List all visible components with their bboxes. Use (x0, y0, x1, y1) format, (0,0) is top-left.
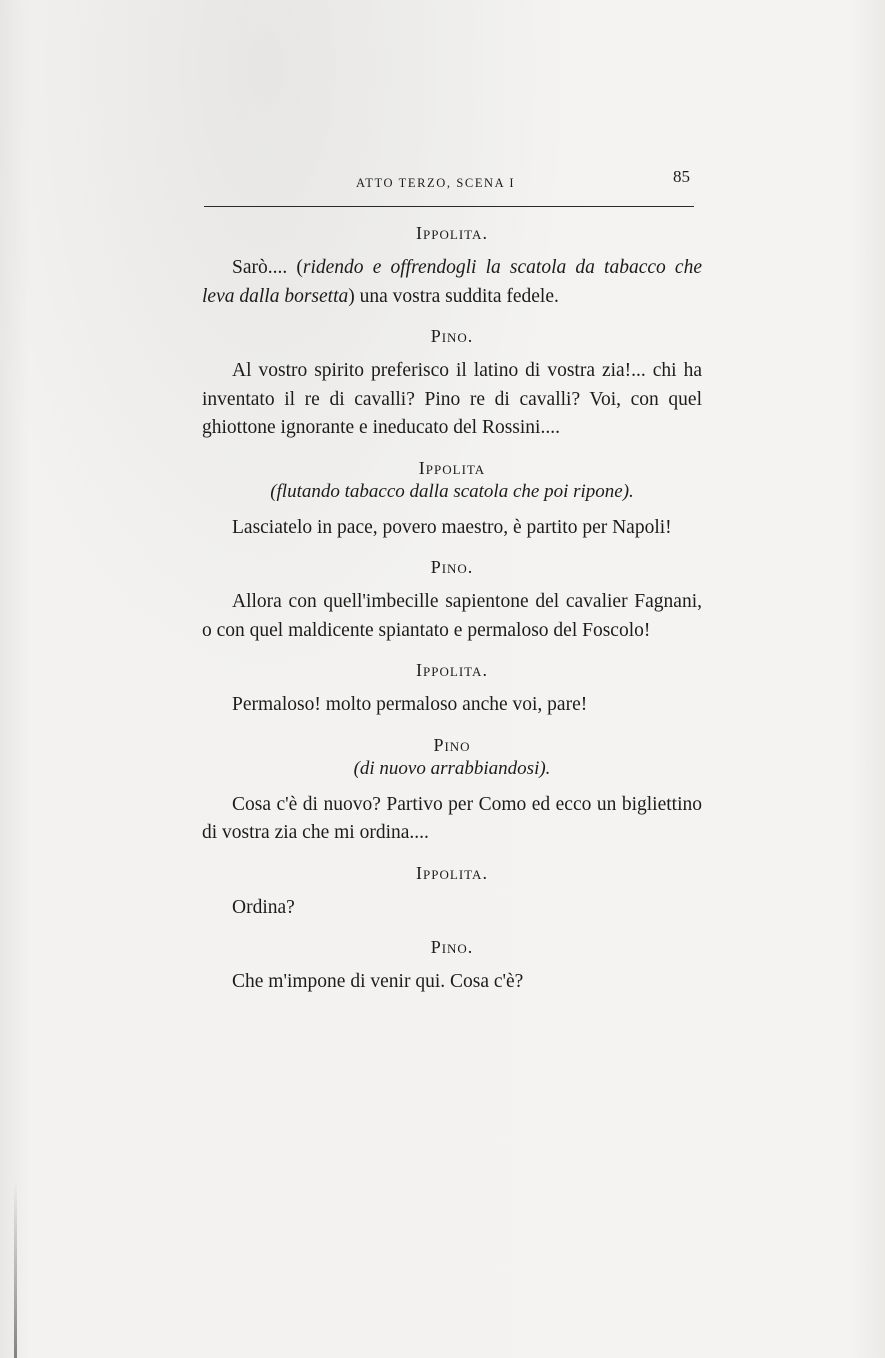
header-rule (204, 206, 694, 207)
page-header (204, 167, 694, 199)
dialogue-block (202, 556, 702, 645)
speech-text: Cosa c'è di nuovo? Partivo per Como ed ecco un bigliettino di vostra zia che mi ordina.... (202, 793, 702, 843)
speech-text: Permaloso! molto permaloso anche voi, pare! (232, 694, 588, 715)
speech-text (202, 254, 702, 311)
speech-text: Lasciatelo in pace, povero maestro, è partito per Napoli! (232, 516, 672, 538)
speech-text: Ordina? (232, 896, 295, 918)
speaker-name: Ippolita. (416, 223, 488, 243)
dialogue-block (202, 457, 702, 543)
speech-fragment: ) una vostra suddita fedele. (348, 285, 559, 307)
stage-direction: (di nuovo arrabbiandosi). (353, 757, 551, 779)
play-text (202, 222, 702, 997)
speaker-name: Ippolita. (416, 862, 488, 883)
stage-direction: ridendo e offrendogli la scatola da tabacco che leva dalla borsetta (202, 257, 702, 307)
speaker-name: Ippolita (418, 457, 486, 478)
dialogue-block (202, 734, 702, 848)
speech-text: Al vostro spirito preferisco il latino di vostra zia!... chi ha inventato il re di cavalli? Pino re di cavalli? Voi, con quel ghiottone ignorante e ineducato del Rossini.... (202, 360, 702, 438)
speaker-name: Pino. (430, 557, 474, 577)
speech-text: Allora con quell'imbecille sapientone del cavalier Fagnani, o con quel maldicente spiantato e permaloso del Foscolo! (202, 591, 702, 641)
running-head: ATTO TERZO, SCENA I (356, 176, 516, 190)
page-number: 85 (673, 167, 690, 186)
dialogue-block (202, 222, 702, 311)
speaker-name: Ippolita. (416, 660, 488, 680)
dialogue-block (202, 862, 702, 923)
speaker-name: Pino (433, 734, 471, 755)
dialogue-block (202, 659, 702, 720)
page-gutter-shadow (14, 1180, 17, 1358)
speaker-name: Pino. (430, 326, 474, 346)
speech-text: Che m'impone di venir qui. Cosa c'è? (232, 971, 524, 992)
speech-fragment: Sarò.... ( (232, 257, 303, 278)
dialogue-block (202, 936, 702, 997)
speaker-name: Pino. (430, 937, 474, 957)
dialogue-block (202, 325, 702, 443)
stage-direction: (flutando tabacco dalla scatola che poi ripone). (270, 480, 634, 502)
